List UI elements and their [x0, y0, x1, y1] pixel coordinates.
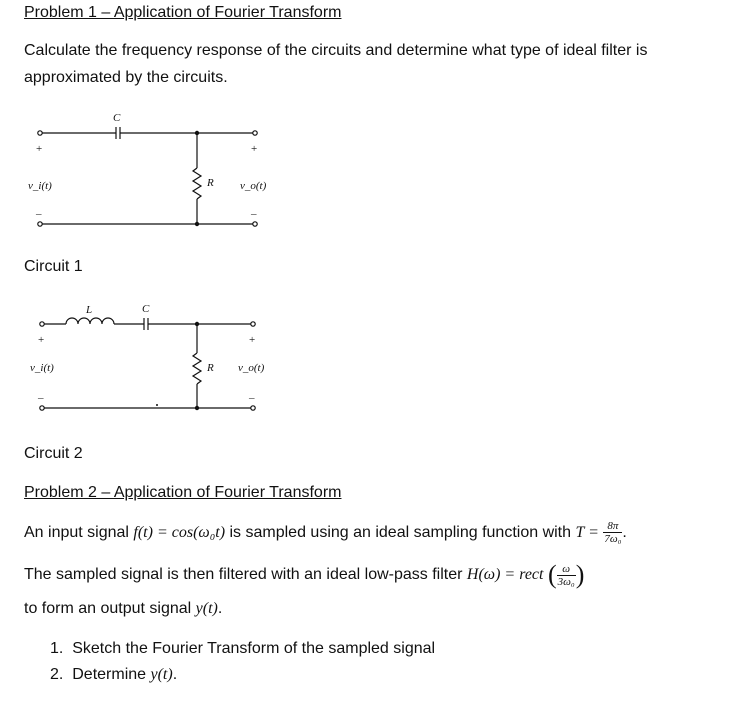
line3-end: .	[217, 600, 223, 617]
vin-label: v_i(t)	[28, 180, 52, 192]
line2-H: H(ω) = rect	[466, 566, 544, 584]
inductor-label: L	[86, 304, 93, 316]
circuit-1-diagram	[0, 108, 300, 238]
task-end: .	[172, 666, 178, 683]
task-1	[50, 636, 435, 662]
circuit-2-caption: Circuit 2	[24, 445, 83, 462]
terminal-in-bottom	[40, 406, 44, 410]
vin-minus: –	[38, 392, 44, 404]
terminal-in-top	[38, 131, 42, 135]
line3-y: y(t)	[195, 600, 218, 617]
resistor-zigzag	[193, 168, 201, 199]
rect-fraction: $\frac{\omega}{\text{3ω₀}}$	[557, 562, 575, 588]
task-math: y(t)	[150, 666, 173, 683]
line1-end: .	[622, 524, 627, 541]
task-text: Sketch the Fourier Transform of the sampled signal	[72, 640, 436, 657]
capacitor-label: C	[113, 112, 121, 124]
vout-plus: +	[249, 334, 256, 346]
vin-minus: –	[36, 208, 42, 220]
task-2	[50, 662, 177, 688]
capacitor-label: C	[142, 303, 150, 315]
line3-prefix: to form an output signal	[24, 600, 196, 617]
inductor-coil	[66, 318, 114, 324]
problem2-line2: The sampled signal is then filtered with an ideal low-pass filter H(ω) = rect ( $\frac{\omega}{\text{3ω₀}}$ )	[24, 560, 585, 589]
terminal-out-top	[251, 322, 255, 326]
terminal-out-bottom	[251, 406, 255, 410]
circuit-2-diagram	[0, 298, 300, 428]
vin-plus: +	[38, 334, 45, 346]
line1-mid: is sampled using an ideal sampling function with	[225, 524, 576, 541]
circuit-1-caption: Circuit 1	[24, 258, 83, 275]
problem1-text-line2: approximated by the circuits.	[24, 69, 228, 86]
line1-prefix: An input signal	[24, 524, 134, 541]
terminal-out-bottom	[253, 222, 257, 226]
problem2-heading: Problem 2 – Application of Fourier Transform	[24, 484, 342, 501]
vout-minus: –	[251, 208, 257, 220]
problem2-line1	[24, 520, 627, 546]
terminal-out-top	[253, 131, 257, 135]
vin-plus: +	[36, 143, 43, 155]
terminal-in-bottom	[38, 222, 42, 226]
line2-prefix: The sampled signal is then filtered with an ideal low-pass filter	[24, 566, 467, 584]
problem1-text-line1: Calculate the frequency response of the circuits and determine what type of ideal filter is	[24, 42, 648, 59]
resistor-label: R	[207, 177, 214, 189]
resistor-zigzag	[193, 353, 201, 384]
vin-label: v_i(t)	[30, 362, 54, 374]
vout-label: v_o(t)	[238, 362, 265, 374]
vout-plus: +	[251, 143, 258, 155]
line1-T: T =	[575, 524, 599, 541]
task-number: 1.	[50, 640, 64, 657]
line1-signal: f(t) = cos(ω₀t)	[133, 524, 226, 541]
T-fraction: $\frac{8\pi}{\text{7ω₀}}$	[604, 520, 622, 546]
terminal-in-top	[40, 322, 44, 326]
vout-minus: –	[249, 392, 255, 404]
problem1-heading: Problem 1 – Application of Fourier Transform	[24, 4, 342, 21]
problem2-line3	[24, 596, 222, 622]
task-text: Determine	[72, 666, 151, 683]
vout-label: v_o(t)	[240, 180, 267, 192]
task-number: 2.	[50, 666, 64, 683]
resistor-label: R	[207, 362, 214, 374]
